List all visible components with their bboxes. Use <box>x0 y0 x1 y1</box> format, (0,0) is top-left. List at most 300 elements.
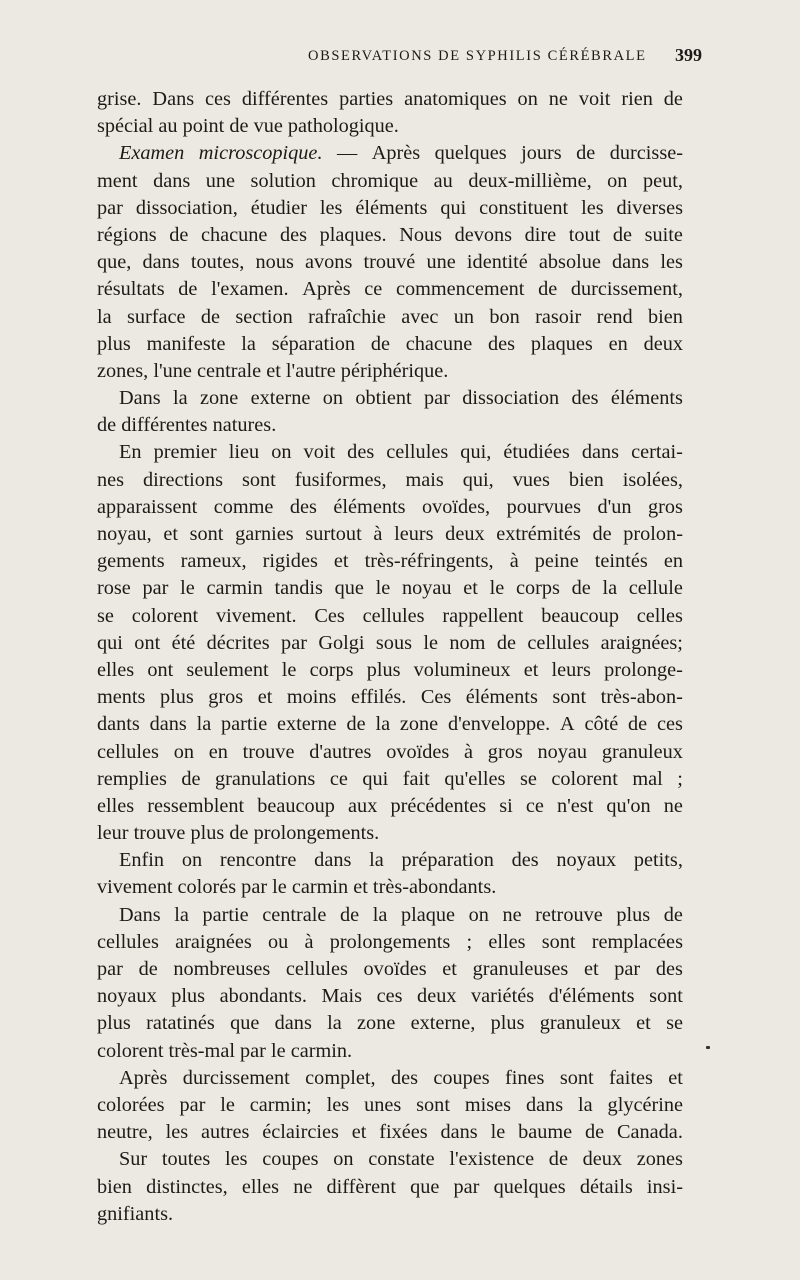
word: microscopique. <box>198 142 323 165</box>
word: on <box>181 849 203 872</box>
word: plus <box>490 1012 525 1035</box>
word: glycérine <box>607 1093 683 1116</box>
word: les <box>581 196 604 219</box>
line-text: de différentes natures. <box>97 414 277 437</box>
word: ovoïdes <box>386 740 450 763</box>
word: on <box>607 169 628 192</box>
word: fixées <box>379 1121 428 1144</box>
word: leurs <box>551 658 591 681</box>
word: directions <box>143 468 223 491</box>
word: cellule <box>628 577 683 600</box>
word: ovoïdes <box>363 958 427 980</box>
word: par <box>423 387 450 410</box>
word: de <box>612 223 632 246</box>
word: abondants. <box>219 985 307 1008</box>
text-line <box>97 1146 683 1173</box>
word: que <box>230 1012 260 1035</box>
text-line <box>97 168 683 195</box>
word: devons <box>454 223 513 246</box>
word: noyau <box>537 740 588 763</box>
word: cellules <box>362 604 425 627</box>
word: voit <box>303 441 336 464</box>
word: d'autres <box>309 740 372 763</box>
word: noyau <box>401 577 452 600</box>
word: dire <box>524 223 557 246</box>
word: ovoïdes, <box>421 495 491 518</box>
word: Enfin <box>119 849 165 872</box>
word: par <box>97 958 123 980</box>
word: sont <box>559 1066 594 1089</box>
word: chacune <box>405 332 473 355</box>
running-head: OBSERVATIONS DE SYPHILIS CÉRÉBRALE <box>308 48 647 64</box>
word: la <box>578 1093 593 1116</box>
word: Après <box>119 1066 168 1089</box>
word: premier <box>153 441 217 464</box>
word: la <box>97 305 112 328</box>
word: nes <box>97 468 125 491</box>
line-text: zones, l'une centrale et l'autre périphérique. <box>97 359 449 382</box>
word: variétés <box>471 985 535 1008</box>
word: cellules <box>386 441 449 464</box>
word: Dans <box>152 88 195 110</box>
word: quelques <box>493 1175 566 1198</box>
word: section <box>235 305 293 328</box>
word: la <box>369 849 384 872</box>
text-line <box>97 603 683 630</box>
word: remplies <box>97 767 167 790</box>
word: gros <box>208 686 244 709</box>
word: ont <box>134 631 161 654</box>
word: et <box>257 686 273 709</box>
word: le <box>220 1093 235 1116</box>
word: gros <box>487 740 523 763</box>
word: la <box>602 577 618 600</box>
word: étudier <box>250 196 307 219</box>
word: les <box>660 251 683 274</box>
word: ont <box>147 658 174 681</box>
word: zone <box>200 387 239 410</box>
line-text: leur trouve plus de prolongements. <box>97 822 380 845</box>
word: isolées, <box>622 468 683 491</box>
word: araignées <box>175 930 252 953</box>
word: et <box>583 958 599 980</box>
word: des <box>655 958 683 980</box>
word: extrémités <box>496 523 581 545</box>
word: le <box>423 631 438 654</box>
word: carmin; <box>249 1093 312 1116</box>
body-text <box>97 86 683 1228</box>
word: de <box>178 278 198 301</box>
word: sont <box>241 468 276 491</box>
word: de <box>346 713 366 736</box>
word: plus <box>159 686 194 709</box>
word: apparaissent <box>97 495 198 518</box>
word: rasoir <box>535 305 582 328</box>
line-text: vivement colorés par le carmin et très-abondants. <box>97 876 497 899</box>
line-text: colorent très-mal par le carmin. <box>97 1039 353 1062</box>
word: coupes <box>433 1066 490 1089</box>
word: dissociation, <box>135 196 238 219</box>
word: qu'elles <box>444 767 506 790</box>
word: voit <box>578 88 611 110</box>
word: prolon- <box>623 523 683 545</box>
word: distinctes, <box>146 1175 228 1198</box>
word: la <box>241 332 256 355</box>
word: plus <box>97 1012 131 1035</box>
word: plus <box>616 903 651 926</box>
word: on <box>333 1148 354 1171</box>
word: de <box>663 88 683 110</box>
word: identité <box>466 251 528 274</box>
word: seulement <box>186 658 269 681</box>
word: de <box>571 577 591 600</box>
word: préparation <box>401 849 494 872</box>
word: vivement. <box>215 604 297 627</box>
word: des <box>488 332 516 355</box>
word: ment <box>97 169 138 192</box>
word: le <box>375 577 391 600</box>
word: mal <box>632 767 663 790</box>
word: centrale <box>262 903 327 926</box>
word: chacune <box>201 223 268 246</box>
word: suite <box>644 223 683 246</box>
word: les <box>326 1093 350 1116</box>
word: et <box>523 658 539 681</box>
word: nombreuses <box>173 958 271 980</box>
word: que <box>334 577 364 600</box>
word: garnies <box>235 523 294 545</box>
word: deux <box>643 332 683 355</box>
word: et <box>351 1121 367 1144</box>
word: bien <box>97 1175 132 1198</box>
word: une <box>205 169 236 192</box>
word: ne <box>663 794 683 817</box>
word: elles <box>97 658 135 681</box>
word: tout <box>568 223 601 246</box>
word: peut, <box>642 169 683 192</box>
text-line <box>97 902 683 929</box>
text-line <box>97 956 683 983</box>
word: Ces <box>420 686 452 709</box>
word: avons <box>305 251 353 274</box>
word: elles <box>241 1175 280 1198</box>
word: résultats <box>97 278 165 301</box>
text-line <box>97 494 683 521</box>
word: Dans <box>119 387 161 410</box>
word: deux-millième, <box>468 169 592 192</box>
word: Canada. <box>617 1121 683 1144</box>
word: toutes <box>161 1148 211 1171</box>
word: des <box>511 849 539 872</box>
word: côté <box>584 713 619 736</box>
word: sont <box>552 686 587 709</box>
word: étudiées <box>503 441 570 464</box>
word: le <box>281 658 297 681</box>
word: rameux, <box>180 550 247 573</box>
text-line <box>97 249 683 276</box>
text-line <box>97 304 683 331</box>
word: éclaircies <box>262 1121 339 1144</box>
word: qui <box>440 196 467 219</box>
word: la <box>174 903 189 926</box>
word: que, <box>97 251 132 274</box>
word: cellules <box>285 958 348 980</box>
text-line <box>97 222 683 249</box>
word: ce <box>525 794 544 817</box>
word: externe <box>277 713 337 736</box>
word: au <box>433 169 453 192</box>
text-line <box>97 331 683 358</box>
word: rien <box>621 88 653 110</box>
word: Sur <box>119 1148 148 1171</box>
word: se <box>666 1012 683 1035</box>
text-line <box>97 358 683 385</box>
word: tandis <box>274 577 323 600</box>
word: cellules <box>97 740 159 763</box>
word: éléments <box>333 495 406 518</box>
word: la <box>327 1012 342 1035</box>
word: de <box>138 958 158 980</box>
word: noyaux <box>97 985 157 1008</box>
text-line <box>97 140 683 167</box>
word: diverses <box>616 196 683 219</box>
word: de <box>538 278 558 301</box>
word: ; <box>677 767 683 790</box>
word: qui, <box>460 441 492 464</box>
word: très-abon- <box>600 686 683 709</box>
word: granulations <box>215 767 316 790</box>
word: dans <box>149 713 187 736</box>
word: plaque <box>400 903 455 926</box>
word: deux <box>417 985 457 1008</box>
word: à <box>464 740 474 763</box>
word: de <box>339 903 360 926</box>
word: — <box>336 142 358 165</box>
word: à <box>304 930 314 953</box>
word: noyaux <box>556 849 617 872</box>
word: toutes, <box>190 251 245 274</box>
text-line <box>97 412 683 439</box>
word: plaques <box>530 332 593 355</box>
word: corps <box>515 577 560 600</box>
word: de <box>496 631 516 654</box>
word: régions <box>97 223 157 246</box>
word: neutre, <box>97 1121 153 1144</box>
word: granuleux <box>601 740 683 763</box>
word: qui <box>97 631 123 654</box>
word: se <box>519 767 537 790</box>
word: pourvues <box>506 495 581 518</box>
word: rencontre <box>219 849 297 872</box>
word: Examen <box>119 142 185 165</box>
word: des <box>347 441 375 464</box>
word: par <box>453 1175 480 1198</box>
text-line <box>97 467 683 494</box>
word: ces <box>656 713 683 736</box>
word: remplacées <box>591 930 683 953</box>
word: d'éléments <box>548 985 635 1008</box>
word: araignées; <box>600 631 683 654</box>
word: Après <box>302 278 351 301</box>
word: qu'on <box>606 794 651 817</box>
word: cellules <box>97 930 159 953</box>
word: lieu <box>228 441 260 464</box>
text-line <box>97 820 683 847</box>
word: des <box>280 223 308 246</box>
text-line <box>97 439 683 466</box>
word: ne <box>502 903 522 926</box>
word: certai- <box>631 441 683 464</box>
word: dans <box>314 849 352 872</box>
word: ; <box>466 930 473 953</box>
margin-mark <box>706 1046 710 1049</box>
word: sont <box>416 1093 450 1116</box>
word: A <box>559 713 575 736</box>
page-number: 399 <box>675 45 702 65</box>
word: par <box>97 196 123 219</box>
word: dans <box>153 169 191 192</box>
word: bien <box>648 305 683 328</box>
word: partie <box>202 903 249 926</box>
word: constituent <box>479 196 569 219</box>
word: d'un <box>597 495 632 518</box>
word: colorées <box>97 1093 165 1116</box>
word: ou <box>267 930 289 953</box>
word: trouvé <box>363 251 416 274</box>
word: séparation <box>271 332 356 355</box>
word: par <box>179 1093 206 1116</box>
word: ne <box>548 88 568 110</box>
word: avec <box>401 305 439 328</box>
word: sont <box>541 930 576 953</box>
word: anatomiques <box>404 88 507 110</box>
word: en <box>608 332 628 355</box>
word: dissociation <box>462 387 560 410</box>
line-text: spécial au point de vue pathologique. <box>97 115 399 138</box>
word: mais <box>405 468 444 491</box>
word: beaucoup <box>541 604 619 627</box>
word: coupes <box>262 1148 319 1171</box>
word: dans <box>581 441 620 464</box>
text-line <box>97 1092 683 1119</box>
word: n'est <box>556 794 594 817</box>
text-line <box>97 113 683 140</box>
word: constate <box>368 1148 435 1171</box>
text-line <box>97 739 683 766</box>
word: et <box>333 550 349 573</box>
word: prolongements <box>329 930 451 953</box>
word: autres <box>201 1121 250 1144</box>
text-line <box>97 657 683 684</box>
word: de <box>592 523 612 545</box>
word: parties <box>339 88 394 110</box>
word: plus <box>171 985 206 1008</box>
word: une <box>426 251 456 274</box>
word: qui, <box>462 468 494 491</box>
text-line <box>97 983 683 1010</box>
word: des <box>289 495 317 518</box>
word: de <box>548 1148 568 1171</box>
word: dans <box>525 1093 564 1116</box>
word: surtout <box>305 523 362 545</box>
word: peine <box>534 550 579 573</box>
word: se <box>97 604 114 627</box>
word: leurs <box>394 523 434 545</box>
word: elles <box>97 794 135 817</box>
page-header <box>0 44 800 74</box>
word: le <box>180 577 195 600</box>
word: le <box>489 577 505 600</box>
word: ments <box>97 686 146 709</box>
word: de <box>584 1121 605 1144</box>
word: de <box>628 713 648 736</box>
word: externe <box>250 387 311 410</box>
word: gements <box>97 550 165 573</box>
word: de <box>181 767 201 790</box>
word: on <box>468 903 489 926</box>
word: commencement <box>395 278 525 301</box>
word: nom <box>449 631 486 654</box>
word: éléments <box>355 196 428 219</box>
word: diffèrent <box>326 1175 396 1198</box>
word: dans <box>440 1121 478 1144</box>
word: dans <box>142 251 180 274</box>
word: et <box>636 1012 651 1035</box>
word: Après <box>371 142 421 165</box>
word: l'examen. <box>211 278 289 301</box>
word: unes <box>364 1093 402 1116</box>
word: durcissement <box>182 1066 290 1089</box>
word: rafraîchie <box>308 305 386 328</box>
word: rend <box>596 305 633 328</box>
word: fait <box>402 767 430 790</box>
word: on <box>173 740 194 763</box>
word: Dans <box>119 903 161 926</box>
word: ne <box>293 1175 313 1198</box>
word: décrites <box>206 631 270 654</box>
text-line <box>97 195 683 222</box>
word: retrouve <box>535 903 603 926</box>
text-line <box>97 684 683 711</box>
word: ces <box>205 88 231 110</box>
word: détails <box>579 1175 633 1198</box>
text-line <box>97 86 683 113</box>
word: dans <box>274 1012 312 1035</box>
word: été <box>171 631 196 654</box>
word: plaques. <box>319 223 387 246</box>
word: très-réfringents, <box>364 550 494 573</box>
word: surface <box>126 305 186 328</box>
word: obtient <box>355 387 412 410</box>
word: en <box>208 740 228 763</box>
word: le <box>490 1121 506 1144</box>
word: noyau, <box>97 523 152 545</box>
word: Mais <box>321 985 363 1008</box>
word: la <box>173 387 188 410</box>
word: zones <box>636 1148 683 1171</box>
word: en <box>663 550 683 573</box>
text-line <box>97 711 683 738</box>
word: on <box>322 387 343 410</box>
word: dants <box>97 713 140 736</box>
word: différentes <box>241 88 329 110</box>
word: si <box>499 794 513 817</box>
text-line <box>97 575 683 602</box>
word: quelques <box>434 142 507 165</box>
text-line <box>97 874 683 901</box>
word: à <box>373 523 383 545</box>
word: deux <box>582 1148 623 1171</box>
